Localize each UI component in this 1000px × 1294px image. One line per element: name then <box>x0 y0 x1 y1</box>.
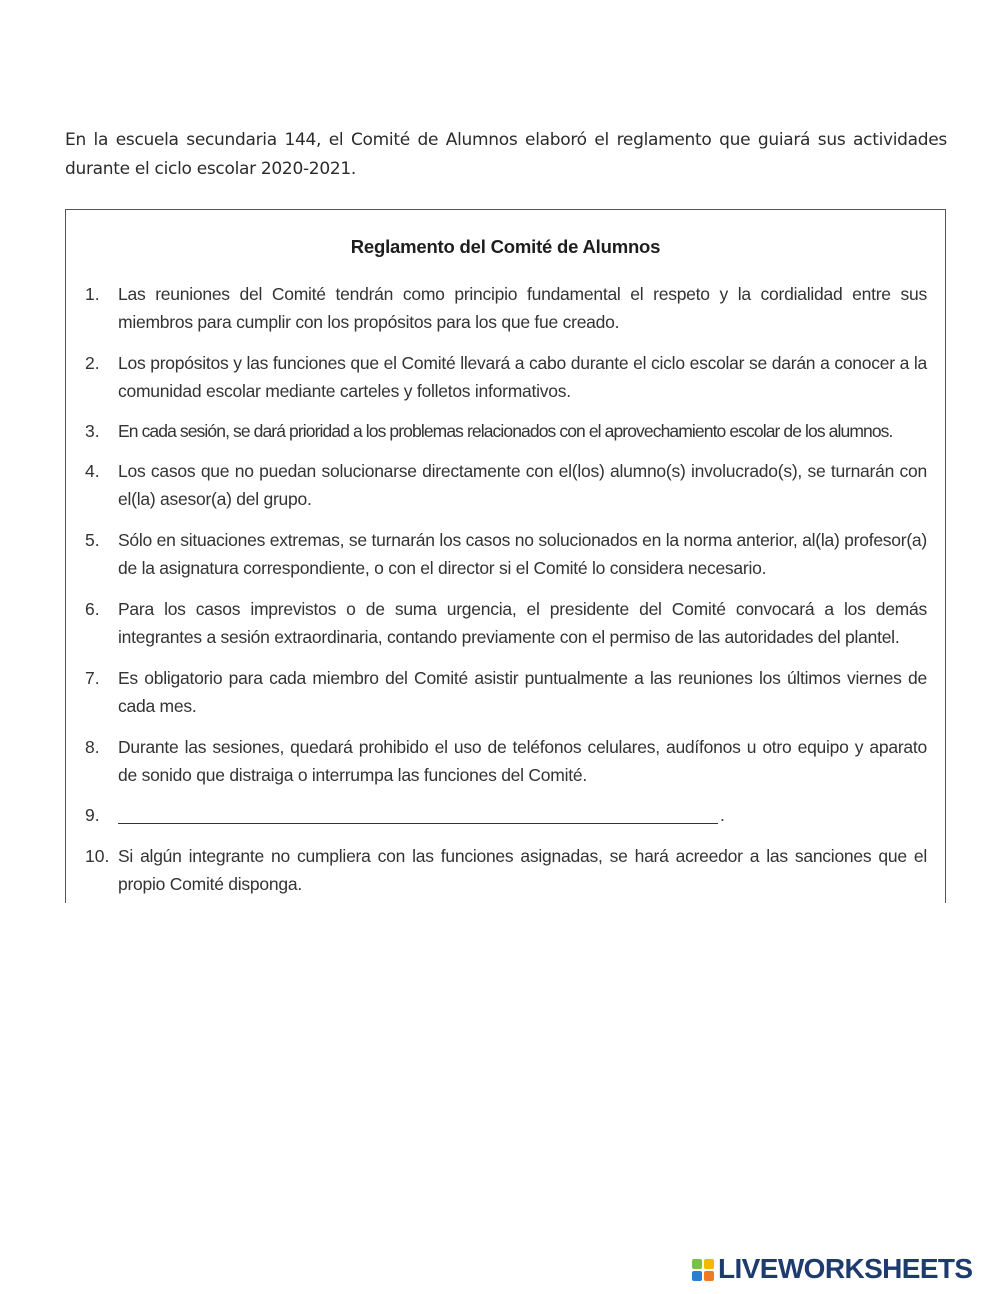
liveworksheets-brand <box>692 1252 988 1286</box>
rule-text: Los propósitos y las funciones que el Comité llevará a cabo durante el ciclo escolar se darán a conocer a la comunidad escolar mediante carteles y folletos informativos. <box>118 353 927 401</box>
liveworksheets-logo-icon <box>692 1259 714 1281</box>
logo-square-orange <box>704 1271 714 1281</box>
rule-number: 3. <box>85 421 100 441</box>
rule-text: Si algún integrante no cumpliera con las funciones asignadas, se hará acreedor a las sanciones que el propio Comité disponga. <box>118 846 927 894</box>
brand-name: LIVEWORKSHEETS <box>718 1253 973 1284</box>
rule-text: Los casos que no puedan solucionarse directamente con el(los) alumno(s) involucrado(s), se turnarán con el(la) asesor(a) del grupo. <box>118 461 927 509</box>
rule-text: Sólo en situaciones extremas, se turnarán los casos no solucionados en la norma anterior, al(la) profesor(a) de la asignatura correspondiente, o con el director si el Comité lo considera necesario. <box>118 530 927 578</box>
rule-number: 10. <box>85 846 110 866</box>
rule-text: Para los casos imprevistos o de suma urgencia, el presidente del Comité convocará a los demás integrantes a sesión extraordinaria, contando previamente con el permiso de las autoridades del plantel. <box>118 599 927 647</box>
rules-title: Reglamento del Comité de Alumnos <box>350 236 661 257</box>
rule-text: Las reuniones del Comité tendrán como principio fundamental el respeto y la cordialidad entre sus miembros para cumplir con los propósitos para los que fue creado. <box>118 284 927 332</box>
rule-blank-period: . <box>720 805 725 825</box>
rules-box <box>65 209 946 903</box>
rule-number: 7. <box>85 668 100 688</box>
intro-paragraph: En la escuela secundaria 144, el Comité de Alumnos elaboró el reglamento que guiará sus actividades durante el ciclo escolar 2020-2021. <box>65 130 947 179</box>
rule-text: En cada sesión, se dará prioridad a los problemas relacionados con el aprovechamiento escolar de los alumnos. <box>118 421 893 441</box>
rule-number: 4. <box>85 461 100 481</box>
rule-blank-input[interactable] <box>118 823 718 824</box>
logo-square-blue <box>692 1271 702 1281</box>
logo-square-green <box>692 1259 702 1269</box>
rule-number: 9. <box>85 805 100 825</box>
rule-number: 1. <box>85 284 100 304</box>
rule-number: 8. <box>85 737 100 757</box>
rule-text: Durante las sesiones, quedará prohibido el uso de teléfonos celulares, audífonos u otro equipo y aparato de sonido que distraiga o interrumpa las funciones del Comité. <box>118 737 927 785</box>
rule-number: 2. <box>85 353 100 373</box>
logo-square-yellow <box>704 1259 714 1269</box>
rule-text: Es obligatorio para cada miembro del Comité asistir puntualmente a las reuniones los últimos viernes de cada mes. <box>118 668 927 716</box>
rule-number: 5. <box>85 530 100 550</box>
rule-number: 6. <box>85 599 100 619</box>
